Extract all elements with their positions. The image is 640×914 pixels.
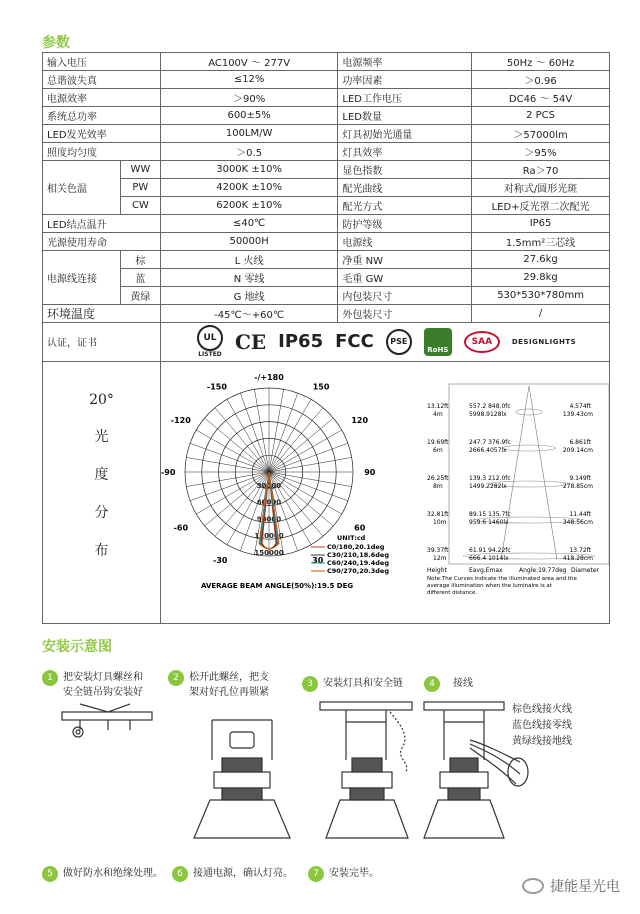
spec-label: 防护等级 bbox=[338, 215, 472, 233]
cone-value: 666.4 1014lx bbox=[469, 555, 509, 562]
section-title-install: 安装示意图 bbox=[42, 639, 112, 655]
cone-value: 278.85cm bbox=[562, 483, 593, 490]
polar-angle-label: 90 bbox=[364, 468, 376, 477]
wechat-icon bbox=[522, 878, 544, 894]
cone-edge bbox=[529, 386, 557, 560]
polar-ring-label: 90000 bbox=[256, 515, 282, 524]
cert-label: 认证，证书 bbox=[43, 322, 161, 361]
spec-label: 配光方式 bbox=[338, 197, 472, 215]
spec-value: 600±5% bbox=[160, 107, 338, 125]
polar-angle-label: 120 bbox=[351, 415, 369, 425]
ul-listed-text: LISTED bbox=[198, 351, 222, 358]
cone-value: 61.91 94.22fc bbox=[469, 547, 511, 554]
spec-label: LED工作电压 bbox=[338, 89, 472, 107]
spec-value: 100LM/W bbox=[160, 125, 338, 143]
wire-blue: 蓝色线接零线 bbox=[512, 720, 572, 731]
rohs-logo: RoHS bbox=[424, 328, 452, 356]
spec-label: 净重 NW bbox=[338, 251, 472, 269]
spec-label: 显色指数 bbox=[338, 161, 472, 179]
spec-label: LED数量 bbox=[338, 107, 472, 125]
legend-entry: C60/240,19.4deg bbox=[327, 559, 389, 567]
spec-row bbox=[43, 215, 610, 233]
cone-value: 247.7 376.9fc bbox=[469, 439, 511, 446]
spec-row bbox=[43, 71, 610, 89]
spec-sub-label: 黄绿 bbox=[120, 287, 160, 305]
cone-value: 19.69ft bbox=[427, 439, 449, 446]
distribution-label: 20° 光 度 分 布 bbox=[43, 362, 161, 623]
cone-note: average illumination when the luminaire is at bbox=[427, 583, 552, 589]
cone-value: 557.2 848.0fc bbox=[469, 403, 511, 410]
spec-value: -45℃～+60℃ bbox=[160, 305, 338, 323]
spec-label: 外包装尺寸 bbox=[338, 305, 472, 323]
spec-row bbox=[43, 107, 610, 125]
cone-value: 139.3 212.0fc bbox=[469, 475, 511, 482]
ul-logo: UL bbox=[197, 325, 223, 351]
pse-logo: PSE bbox=[386, 329, 412, 355]
spec-row bbox=[43, 143, 610, 161]
polar-angle-label: -60 bbox=[173, 523, 189, 533]
cone-value: 5998.9128lx bbox=[469, 411, 507, 418]
spec-label: 照度均匀度 bbox=[43, 143, 161, 161]
spec-label: 电源线 bbox=[338, 233, 472, 251]
polar-angle-label: -90 bbox=[161, 468, 176, 477]
polar-angle-label: 60 bbox=[354, 523, 366, 533]
spec-value: ≤40℃ bbox=[160, 215, 338, 233]
spec-value: 530*530*780mm bbox=[472, 287, 610, 305]
spec-value: LED+反光罩二次配光 bbox=[472, 197, 610, 215]
cone-value: 13.72ft bbox=[569, 547, 591, 554]
polar-ring-label: 60000 bbox=[256, 498, 282, 507]
step-6: 6 接通电源，确认灯亮。 bbox=[172, 866, 293, 882]
spec-value: 1.5mm²三芯线 bbox=[472, 233, 610, 251]
cone-value: 6m bbox=[433, 447, 443, 454]
spec-group-label: 电源线连接 bbox=[43, 251, 121, 305]
cone-value: 209.14cm bbox=[562, 447, 593, 454]
spec-label: 环境温度 bbox=[43, 305, 161, 323]
spec-row bbox=[43, 53, 610, 71]
spec-value: ＞57000lm bbox=[472, 125, 610, 143]
wire-instructions bbox=[512, 702, 572, 750]
polar-angle-label: -120 bbox=[170, 415, 191, 425]
spec-sub-label: CW bbox=[120, 197, 160, 215]
polar-angle-label: -150 bbox=[206, 382, 227, 392]
cone-value: 959.6 1460lx bbox=[469, 519, 509, 526]
spec-label: 电源频率 bbox=[338, 53, 472, 71]
ip65-logo: IP65 bbox=[278, 331, 324, 352]
cone-value: 418.28cm bbox=[562, 555, 593, 562]
spec-label: 光源使用寿命 bbox=[43, 233, 161, 251]
spec-value: 50000H bbox=[160, 233, 338, 251]
cone-footer: Angle:19.77deg bbox=[519, 567, 567, 574]
spec-value: ＞0.5 bbox=[160, 143, 338, 161]
cone-value: 8m bbox=[433, 483, 443, 490]
spec-value: / bbox=[472, 305, 610, 323]
spec-value: 6200K ±10% bbox=[160, 197, 338, 215]
cone-value: 4m bbox=[433, 411, 443, 418]
polar-unit: UNIT:cd bbox=[337, 534, 366, 542]
spec-label: 电源效率 bbox=[43, 89, 161, 107]
polar-angle-label: 30 bbox=[312, 556, 324, 566]
cone-value: 89.15 135.7fc bbox=[469, 511, 511, 518]
spec-value: N 零线 bbox=[160, 269, 338, 287]
spec-row bbox=[43, 233, 610, 251]
step-3: 3 安装灯具和安全链 bbox=[302, 676, 403, 692]
spec-value: DC46 ～ 54V bbox=[472, 89, 610, 107]
spec-value: 29.8kg bbox=[472, 269, 610, 287]
spec-row bbox=[43, 161, 610, 179]
spec-label: LED结点温升 bbox=[43, 215, 161, 233]
polar-distribution-chart bbox=[161, 362, 421, 624]
legend-entry: C30/210,18.6deg bbox=[327, 551, 389, 559]
polar-ring-label: 150000 bbox=[254, 549, 284, 557]
step-7: 7 安装完毕。 bbox=[308, 866, 379, 882]
section-title-params: 参数 bbox=[42, 35, 70, 51]
step-2: 2 松开此螺丝，把支 架对好孔位再锁紧 bbox=[168, 670, 269, 700]
spec-table bbox=[42, 52, 610, 323]
legend-entry: C0/180,20.1deg bbox=[327, 543, 385, 551]
spec-row bbox=[43, 125, 610, 143]
cone-value: 39.37ft bbox=[427, 547, 449, 554]
spec-label: 灯具效率 bbox=[338, 143, 472, 161]
polar-angle-label: -/+180 bbox=[254, 373, 284, 383]
spec-value: 27.6kg bbox=[472, 251, 610, 269]
ceiling-bracket-illustration bbox=[62, 704, 152, 737]
cone-value: 1499.2282lx bbox=[469, 483, 507, 490]
spec-value: ≤12% bbox=[160, 71, 338, 89]
spec-group-label: 相关色温 bbox=[43, 161, 121, 215]
spec-label: 系统总功率 bbox=[43, 107, 161, 125]
spec-row bbox=[43, 251, 610, 269]
step-1: 1 把安装灯具螺丝和 安全链吊钩安装好 bbox=[42, 670, 143, 700]
spec-value: ＞0.96 bbox=[472, 71, 610, 89]
designlights-logo: DESIGNLIGHTS bbox=[511, 337, 577, 346]
light-distribution-box bbox=[42, 362, 610, 624]
cone-ring bbox=[516, 409, 542, 415]
spec-label: 功率因素 bbox=[338, 71, 472, 89]
cone-note: Note:The Curves indicate the illuminated area and the bbox=[427, 576, 577, 582]
spec-label: 内包装尺寸 bbox=[338, 287, 472, 305]
cone-value: 10m bbox=[433, 519, 447, 526]
cert-row bbox=[42, 322, 610, 362]
polar-angle-label: -30 bbox=[213, 556, 228, 566]
spec-value: 3000K ±10% bbox=[160, 161, 338, 179]
spec-value: AC100V ～ 277V bbox=[160, 53, 338, 71]
cone-value: 26.25ft bbox=[427, 475, 449, 482]
spec-label: 灯具初始光通量 bbox=[338, 125, 472, 143]
spec-value: G 地线 bbox=[160, 287, 338, 305]
cone-footer: Diameter bbox=[571, 567, 600, 574]
wire-yellow-green: 黄绿线接地线 bbox=[512, 736, 572, 747]
ce-logo: CE bbox=[235, 329, 267, 354]
cone-value: 9.149ft bbox=[569, 475, 591, 482]
cone-value: 32.81ft bbox=[427, 511, 449, 518]
cone-value: 2666.4057lx bbox=[469, 447, 507, 454]
spec-label: 配光曲线 bbox=[338, 179, 472, 197]
spec-value: IP65 bbox=[472, 215, 610, 233]
wire-brown: 棕色线接火线 bbox=[512, 704, 572, 715]
spec-value: L 火线 bbox=[160, 251, 338, 269]
beam-angle-text: AVERAGE BEAM ANGLE(50%):19.5 DEG bbox=[201, 582, 354, 590]
cone-footer: Height bbox=[427, 567, 447, 574]
cone-value: 348.56cm bbox=[562, 519, 593, 526]
illuminance-cone-chart bbox=[423, 362, 613, 624]
spec-sub-label: PW bbox=[120, 179, 160, 197]
spec-label: 毛重 GW bbox=[338, 269, 472, 287]
spec-label: 总谐波失真 bbox=[43, 71, 161, 89]
spec-row bbox=[43, 305, 610, 323]
spec-value: 4200K ±10% bbox=[160, 179, 338, 197]
step-4: 4 接线 bbox=[424, 676, 473, 692]
spec-row bbox=[43, 179, 610, 197]
saa-logo: SAA bbox=[464, 331, 500, 353]
spec-row bbox=[43, 287, 610, 305]
spec-sub-label: 蓝 bbox=[120, 269, 160, 287]
cone-value: 13.12ft bbox=[427, 403, 449, 410]
step-5: 5 做好防水和绝缘处理。 bbox=[42, 866, 163, 882]
spec-value: 2 PCS bbox=[472, 107, 610, 125]
spec-value: 50Hz ～ 60Hz bbox=[472, 53, 610, 71]
polar-ring-label: 30000 bbox=[256, 481, 282, 490]
legend-entry: C90/270,20.3deg bbox=[327, 567, 389, 575]
spec-value: ＞95% bbox=[472, 143, 610, 161]
lamp-illustration-2 bbox=[194, 720, 290, 838]
spec-value: ＞90% bbox=[160, 89, 338, 107]
cone-value: 6.861ft bbox=[569, 439, 591, 446]
spec-sub-label: WW bbox=[120, 161, 160, 179]
cone-note: different distance. bbox=[427, 590, 478, 596]
spec-label: 输入电压 bbox=[43, 53, 161, 71]
spec-row bbox=[43, 269, 610, 287]
spec-row bbox=[43, 197, 610, 215]
fcc-logo: FCC bbox=[335, 331, 374, 352]
cone-value: 12m bbox=[433, 555, 447, 562]
brand-watermark: 捷能星光电 bbox=[522, 876, 620, 896]
cone-value: 139.43cm bbox=[562, 411, 593, 418]
polar-angle-label: 150 bbox=[312, 382, 330, 392]
spec-sub-label: 棕 bbox=[120, 251, 160, 269]
cone-value: 11.44ft bbox=[569, 511, 591, 518]
cone-footer: Eavg,Emax bbox=[469, 567, 503, 574]
spec-value: Ra＞70 bbox=[472, 161, 610, 179]
spec-value: 对称式/圆形光斑 bbox=[472, 179, 610, 197]
spec-label: LED发光效率 bbox=[43, 125, 161, 143]
spec-row bbox=[43, 89, 610, 107]
cone-value: 4.574ft bbox=[569, 403, 591, 410]
lamp-illustration-3 bbox=[320, 702, 412, 838]
polar-ring-label: 120000 bbox=[254, 532, 284, 541]
